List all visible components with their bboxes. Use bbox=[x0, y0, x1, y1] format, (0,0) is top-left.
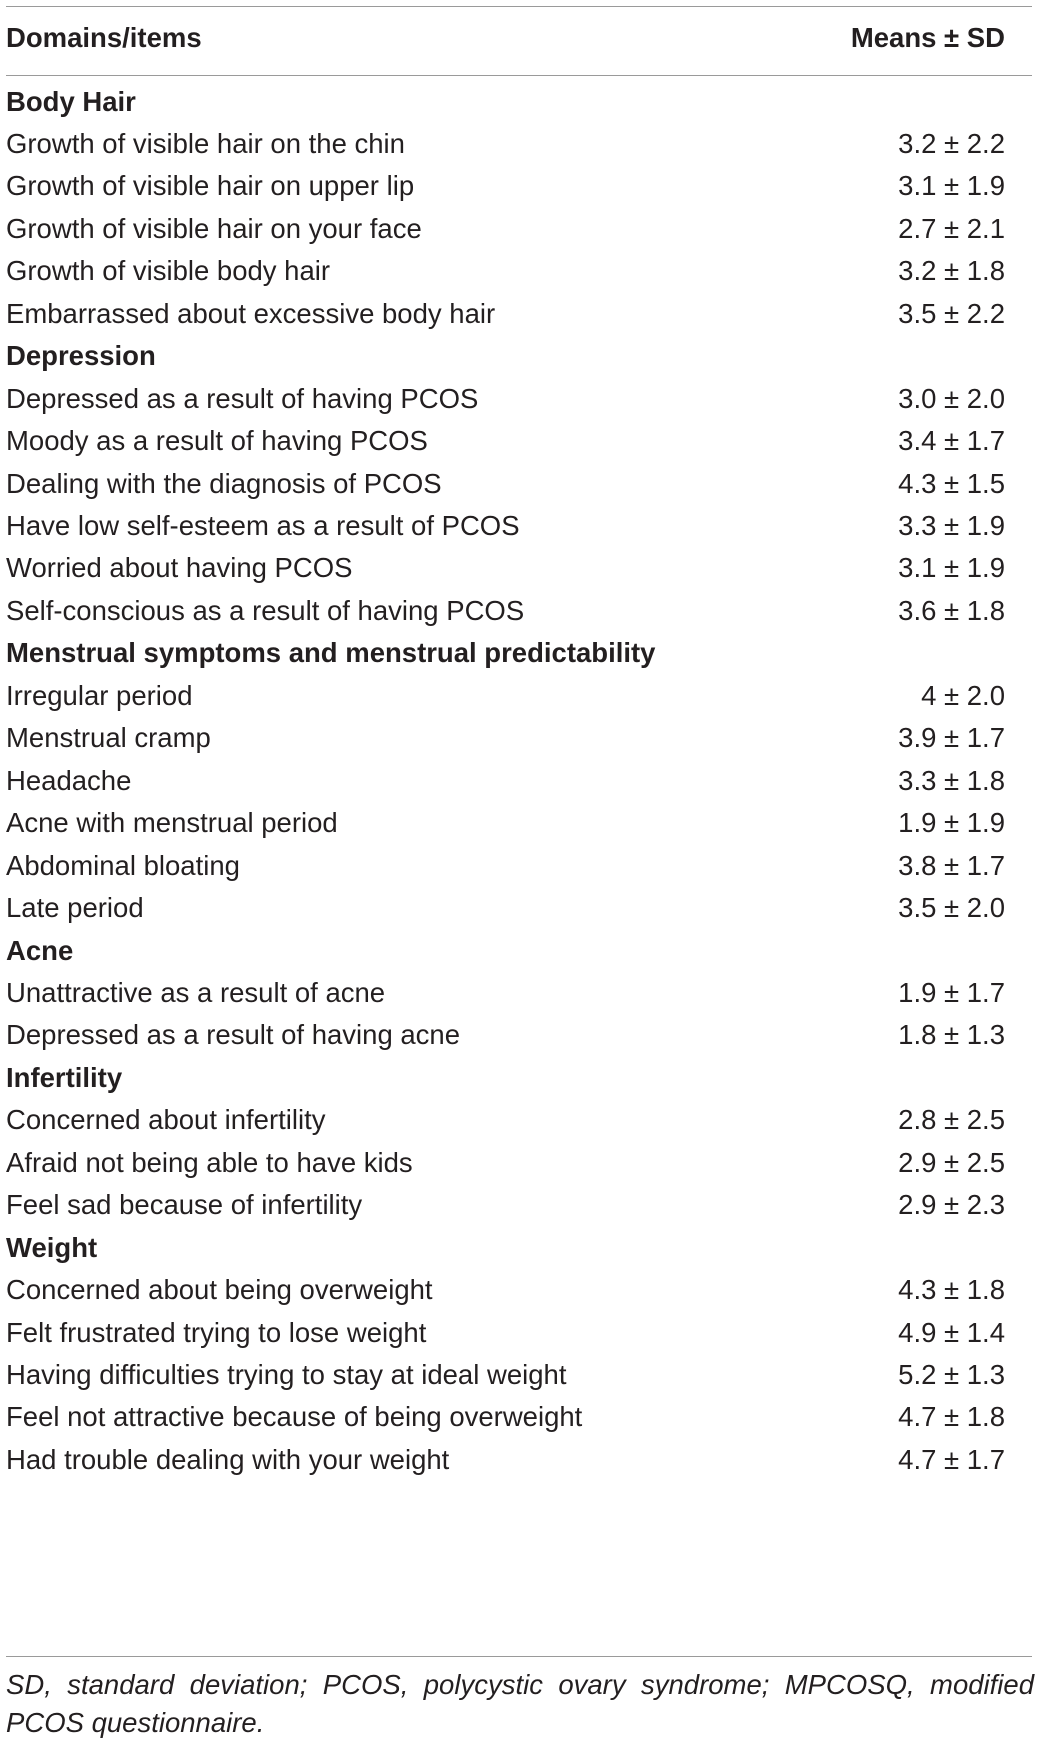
table-row bbox=[0, 120, 1041, 167]
item-label: Depressed as a result of having PCOS bbox=[6, 382, 479, 414]
item-value: 4 ± 2.0 bbox=[921, 679, 1005, 711]
item-label: Concerned about being overweight bbox=[6, 1274, 433, 1306]
domain-row bbox=[0, 1224, 1041, 1271]
table-row bbox=[0, 1267, 1041, 1314]
table-row bbox=[0, 885, 1041, 932]
item-value: 4.9 ± 1.4 bbox=[898, 1316, 1005, 1348]
item-label: Abdominal bloating bbox=[6, 849, 240, 881]
domain-label: Weight bbox=[6, 1231, 98, 1263]
item-label: Had trouble dealing with your weight bbox=[6, 1443, 450, 1475]
item-label: Growth of visible hair on your face bbox=[6, 212, 422, 244]
table-header-row bbox=[0, 14, 1041, 61]
item-value: 1.8 ± 1.3 bbox=[898, 1019, 1005, 1051]
table-row bbox=[0, 1182, 1041, 1229]
item-value: 4.3 ± 1.5 bbox=[898, 467, 1005, 499]
table-row bbox=[0, 587, 1041, 634]
table-row bbox=[0, 418, 1041, 465]
item-label: Embarrassed about excessive body hair bbox=[6, 297, 496, 329]
table-row bbox=[0, 503, 1041, 550]
table-row bbox=[0, 969, 1041, 1016]
item-value: 3.1 ± 1.9 bbox=[898, 170, 1005, 202]
header-means-sd: Means ± SD bbox=[850, 21, 1005, 53]
table-row bbox=[0, 757, 1041, 804]
domain-row bbox=[0, 1054, 1041, 1101]
item-value: 3.3 ± 1.8 bbox=[898, 764, 1005, 796]
table-row bbox=[0, 1309, 1041, 1356]
table-row bbox=[0, 460, 1041, 507]
item-label: Dealing with the diagnosis of PCOS bbox=[6, 467, 442, 499]
item-label: Late period bbox=[6, 892, 144, 924]
domain-label: Body Hair bbox=[6, 85, 136, 117]
item-label: Feel not attractive because of being overweight bbox=[6, 1401, 583, 1433]
item-value: 2.9 ± 2.3 bbox=[898, 1189, 1005, 1221]
item-label: Depressed as a result of having acne bbox=[6, 1019, 461, 1051]
item-value: 1.9 ± 1.9 bbox=[898, 807, 1005, 839]
table-row bbox=[0, 375, 1041, 422]
item-value: 3.2 ± 2.2 bbox=[898, 127, 1005, 159]
table-header-rule bbox=[6, 75, 1032, 76]
item-label: Self-conscious as a result of having PCOS bbox=[6, 594, 525, 626]
item-label: Worried about having PCOS bbox=[6, 552, 353, 584]
domain-row bbox=[0, 78, 1041, 125]
table-row bbox=[0, 672, 1041, 719]
table-row bbox=[0, 545, 1041, 592]
domain-label: Infertility bbox=[6, 1061, 123, 1093]
item-value: 4.7 ± 1.8 bbox=[898, 1401, 1005, 1433]
domain-row bbox=[0, 927, 1041, 974]
domain-label: Menstrual symptoms and menstrual predictability bbox=[6, 637, 656, 669]
item-value: 3.8 ± 1.7 bbox=[898, 849, 1005, 881]
item-value: 2.8 ± 2.5 bbox=[898, 1104, 1005, 1136]
table-bottom-rule bbox=[6, 1656, 1032, 1657]
table-row bbox=[0, 842, 1041, 889]
domain-label: Acne bbox=[6, 934, 74, 966]
item-value: 3.0 ± 2.0 bbox=[898, 382, 1005, 414]
table-row bbox=[0, 1097, 1041, 1144]
table-row bbox=[0, 248, 1041, 295]
item-label: Growth of visible hair on the chin bbox=[6, 127, 405, 159]
table-row bbox=[0, 290, 1041, 337]
item-value: 3.2 ± 1.8 bbox=[898, 255, 1005, 287]
item-value: 3.4 ± 1.7 bbox=[898, 425, 1005, 457]
item-label: Feel sad because of infertility bbox=[6, 1189, 363, 1221]
table-row bbox=[0, 1352, 1041, 1399]
item-label: Moody as a result of having PCOS bbox=[6, 425, 428, 457]
domain-row bbox=[0, 630, 1041, 677]
table-row bbox=[0, 1139, 1041, 1186]
item-value: 4.7 ± 1.7 bbox=[898, 1443, 1005, 1475]
table-row bbox=[0, 715, 1041, 762]
item-value: 3.3 ± 1.9 bbox=[898, 510, 1005, 541]
item-label: Headache bbox=[6, 764, 132, 796]
item-value: 3.6 ± 1.8 bbox=[898, 594, 1005, 626]
item-label: Unattractive as a result of acne bbox=[6, 976, 386, 1008]
table-footnote: SD, standard deviation; PCOS, polycystic ovary syndrome; MPCOSQ, modified PCOS questionnaire. bbox=[6, 1669, 1034, 1738]
item-value: 2.7 ± 2.1 bbox=[898, 212, 1005, 244]
table-top-rule bbox=[6, 6, 1032, 7]
item-label: Growth of visible hair on upper lip bbox=[6, 170, 415, 202]
domain-row bbox=[0, 333, 1041, 380]
item-label: Having difficulties trying to stay at ideal weight bbox=[6, 1359, 567, 1390]
table-row bbox=[0, 1012, 1041, 1059]
item-value: 3.1 ± 1.9 bbox=[898, 552, 1005, 584]
domain-label: Depression bbox=[6, 340, 156, 372]
item-value: 3.9 ± 1.7 bbox=[898, 722, 1005, 754]
item-value: 2.9 ± 2.5 bbox=[898, 1146, 1005, 1178]
item-label: Menstrual cramp bbox=[6, 722, 211, 754]
table-row bbox=[0, 800, 1041, 847]
item-value: 3.5 ± 2.2 bbox=[898, 297, 1005, 329]
header-domains-items: Domains/items bbox=[6, 21, 202, 53]
table-row bbox=[0, 163, 1041, 210]
item-label: Acne with menstrual period bbox=[6, 807, 338, 839]
table-row bbox=[0, 1394, 1041, 1441]
table-row bbox=[0, 205, 1041, 252]
item-value: 3.5 ± 2.0 bbox=[898, 892, 1005, 924]
item-label: Concerned about infertility bbox=[6, 1104, 326, 1136]
item-value: 4.3 ± 1.8 bbox=[898, 1274, 1005, 1306]
table-row bbox=[0, 1436, 1041, 1483]
item-label: Have low self-esteem as a result of PCOS bbox=[6, 510, 520, 541]
item-label: Felt frustrated trying to lose weight bbox=[6, 1316, 427, 1348]
item-label: Growth of visible body hair bbox=[6, 255, 331, 287]
item-label: Irregular period bbox=[6, 679, 193, 711]
item-label: Afraid not being able to have kids bbox=[6, 1146, 413, 1178]
item-value: 1.9 ± 1.7 bbox=[898, 976, 1005, 1008]
item-value: 5.2 ± 1.3 bbox=[898, 1359, 1005, 1390]
